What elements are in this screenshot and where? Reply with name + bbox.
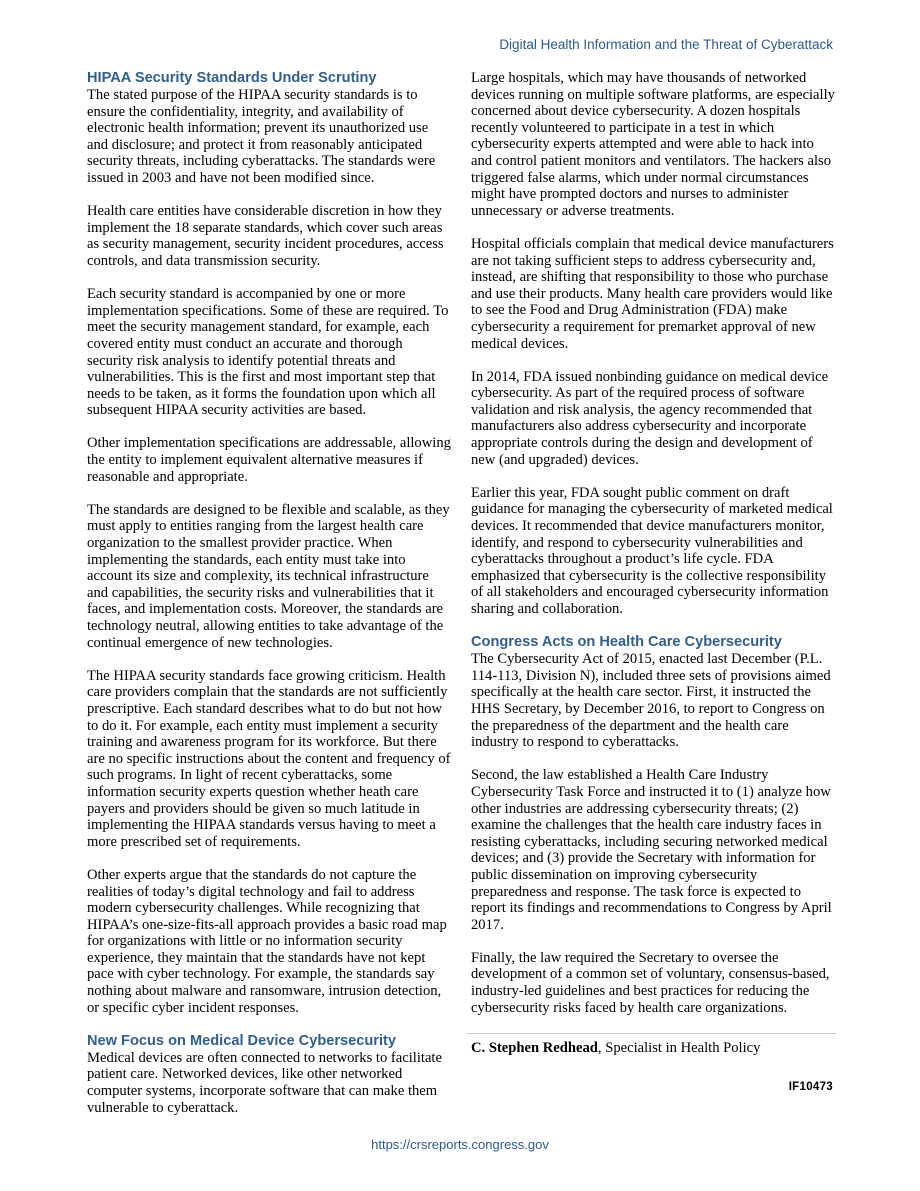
paragraph: The standards are designed to be flexible and scalable, as they must apply to entities ranging from the largest health care organization to the smallest provider practice. When implementing the standards, each entity must take into account its size and complexity, its technical infrastructure and capabilities, the security risks and vulnerabilities that it faces, and implementation costs. Moreover, the standards are technology neutral, allowing entities to take advantage of the continual emergence of new technologies. (87, 501, 450, 651)
running-header: Digital Health Information and the Threat of Cyberattack (499, 37, 833, 52)
paragraph: Earlier this year, FDA sought public comment on draft guidance for managing the cybersecurity of marketed medical devices. It recommended that device manufacturers monitor, identify, and respond to cybersecurity vulnerabilities and cyberattacks throughout a product’s life cycle. FDA emphasized that cybersecurity is the collective responsibility of all stakeholders and encouraged cybersecurity information sharing and collaboration. (471, 484, 833, 617)
section-heading-medical-devices: New Focus on Medical Device Cybersecurity (87, 1032, 397, 1049)
paragraph: Finally, the law required the Secretary to oversee the development of a common set of voluntary, consensus-based, industry-led guidelines and best practices for reducing the cybersecurity risks faced by health care organizations. (471, 949, 830, 1016)
paragraph: Other experts argue that the standards do not capture the realities of today’s digital technology and fail to address modern cybersecurity challenges. While recognizing that HIPAA’s one-size-fits-all approach provides a basic road map for organizations with little or no information security experience, they maintain that the standards have not kept pace with cyber technology. For example, the standards say nothing about malware and ransomware, intrusion detection, or specific cyber incident responses. (87, 866, 447, 1016)
author-line (471, 1040, 836, 1057)
paragraph: Hospital officials complain that medical device manufacturers are not taking sufficient steps to address cybersecurity and, instead, are shifting that responsibility to those who purchase and use their products. Many health care providers would like to see the Food and Drug Administration (FDA) make cybersecurity a requirement for premarket approval of new medical devices. (471, 235, 834, 352)
left-column (87, 70, 452, 1133)
paragraph: Medical devices are often connected to networks to facilitate patient care. Networked devices, like other networked computer systems, incorporate software that can make them vulnerable to cyberattack. (87, 1049, 442, 1116)
paragraph: The Cybersecurity Act of 2015, enacted last December (P.L. 114-113, Division N), included three sets of provisions aimed specifically at the health care sector. First, it instructed the HHS Secretary, by December 2016, to report to Congress on the preparedness of the department and the health care industry to respond to cyberattacks. (471, 651, 831, 751)
paragraph: The stated purpose of the HIPAA security standards is to ensure the confidentiality, integrity, and availability of electronic health information; prevent its unauthorized use and disclosure; and protect it from reasonably anticipated security threats, including cyberattacks. The standards were issued in 2003 and have not been modified since. (87, 87, 436, 186)
footer-url[interactable]: https://crsreports.congress.gov (371, 1137, 549, 1152)
author-divider (467, 1033, 836, 1034)
right-column (471, 70, 836, 1073)
paragraph: The HIPAA security standards face growing criticism. Health care providers complain that the standards are not sufficiently prescriptive. Each standard describes what to do but not how to do it. For example, each entity must implement a security training and awareness program for its workforce. But there are no specific instructions about the content and frequency of such programs. In light of recent cyberattacks, some information security experts question whether heath care payers and providers should be given so much latitude in implementing the HIPAA standards versus having to meet a more prescribed set of requirements. (87, 667, 451, 850)
section-heading-hipaa: HIPAA Security Standards Under Scrutiny (87, 70, 377, 86)
paragraph: Health care entities have considerable discretion in how they implement the 18 separate standards, which cover such areas as security management, security incident procedures, access controls, and data transmission security. (87, 203, 444, 269)
paragraph: Each security standard is accompanied by one or more implementation specifications. Some of these are required. To meet the security management standard, for example, each covered entity must conduct an accurate and thorough security risk analysis to identify potential threats and vulnerabilities. This is the first and most important step that needs to be taken, as it forms the foundation upon which all subsequent HIPAA security activities are based. (87, 286, 449, 419)
paragraph: Large hospitals, which may have thousands of networked devices running on multiple software platforms, are especially concerned about device cybersecurity. A dozen hospitals recently volunteered to participate in a test in which cybersecurity experts attempted and were able to hack into and control patient monitors and ventilators. The hackers also triggered false alarms, which under normal circumstances might have prompted doctors and nurses to administer unnecessary or adverse treatments. (471, 70, 835, 219)
product-code: IF10473 (788, 1081, 833, 1093)
paragraph: Second, the law established a Health Care Industry Cybersecurity Task Force and instructed it to (1) analyze how other industries are addressing cybersecurity threats; (2) examine the challenges that the health care industry faces in resisting cyberattacks, including securing networked medical devices; and (3) provide the Secretary with information for public dissemination on improving cybersecurity preparedness and response. The task force is expected to report its findings and recommendations to Congress by April 2017. (471, 767, 832, 933)
section-heading-congress: Congress Acts on Health Care Cybersecurity (471, 634, 782, 651)
paragraph: In 2014, FDA issued nonbinding guidance on medical device cybersecurity. As part of the required process of software validation and risk analysis, the agency recommended that manufacturers also address cybersecurity and incorporate appropriate controls during the design and development of new (and upgraded) devices. (471, 368, 829, 468)
author-name: C. Stephen Redhead (471, 1039, 598, 1056)
author-title: , Specialist in Health Policy (597, 1039, 761, 1056)
paragraph: Other implementation specifications are addressable, allowing the entity to implement equivalent alternative measures if reasonable and appropriate. (87, 435, 451, 485)
